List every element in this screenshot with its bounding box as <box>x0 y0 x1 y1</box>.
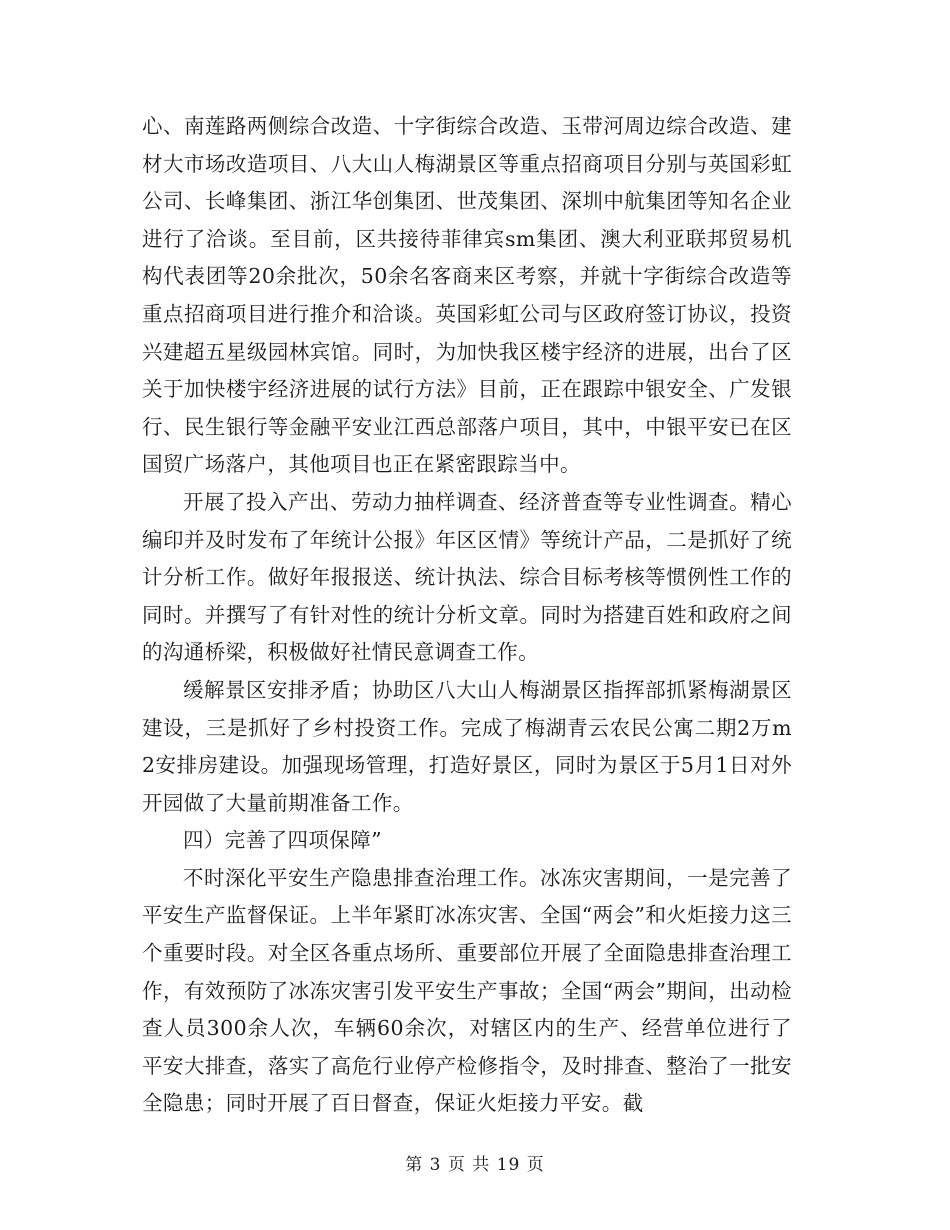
paragraph-safety: 不时深化平安生产隐患排查治理工作。冰冻灾害期间，一是完善了平安生产监督保证。上半年紧盯冰冻灾害、全国“两会”和火炬接力这三个重要时段。对全区各重点场所、重要部位开展了全面隐患排查治理工作，有效预防了冰冻灾害引发平安生产事故；全国“两会”期间，出动检查人员300余人次，车辆60余次，对辖区内的生产、经营单位进行了平安大排查，落实了高危行业停产检修指令，及时排查、整治了一批安全隐患；同时开展了百日督查，保证火炬接力平安。截 <box>142 865 792 1116</box>
page-number: 第 3 页 共 19 页 <box>405 1155 545 1175</box>
paragraph-investment: 心、南莲路两侧综合改造、十字街综合改造、玉带河周边综合改造、建材大市场改造项目、八大山人梅湖景区等重点招商项目分别与英国彩虹公司、长峰集团、浙江华创集团、世茂集团、深圳中航集团等知名企业进行了洽谈。至目前，区共接待菲律宾sm集团、澳大利亚联邦贸易机构代表团等20余批次，50余名客商来区考察，并就十字街综合改造等重点招商项目进行推介和洽谈。英国彩虹公司与区政府签订协议，投资兴建超五星级园林宾馆。同时，为加快我区楼宇经济的进展，出台了区关于加快楼宇经济进展的试行方法》目前，正在跟踪中银安全、广发银行、民生银行等金融平安业江西总部落户项目，其中，中银平安已在区国贸广场落户，其他项目也正在紧密跟踪当中。 <box>142 114 792 477</box>
document-body <box>142 108 792 1123</box>
section-heading: 四）完善了四项保障” <box>183 828 382 853</box>
page-footer <box>0 1150 950 1175</box>
paragraph-statistics: 开展了投入产出、劳动力抽样调查、经济普查等专业性调查。精心编印并及时发布了年统计公报》年区区情》等统计产品，二是抓好了统计分析工作。做好年报报送、统计执法、综合目标考核等惯例性工作的同时。并撰写了有针对性的统计分析文章。同时为搭建百姓和政府之间的沟通桥梁，积极做好社情民意调查工作。 <box>142 489 792 665</box>
paragraph-rural-investment: 缓解景区安排矛盾；协助区八大山人梅湖景区指挥部抓紧梅湖景区建设，三是抓好了乡村投资工作。完成了梅湖青云农民公寓二期2万m2安排房建设。加强现场管理，打造好景区，同时为景区于5月1日对外开园做了大量前期准备工作。 <box>142 677 792 815</box>
